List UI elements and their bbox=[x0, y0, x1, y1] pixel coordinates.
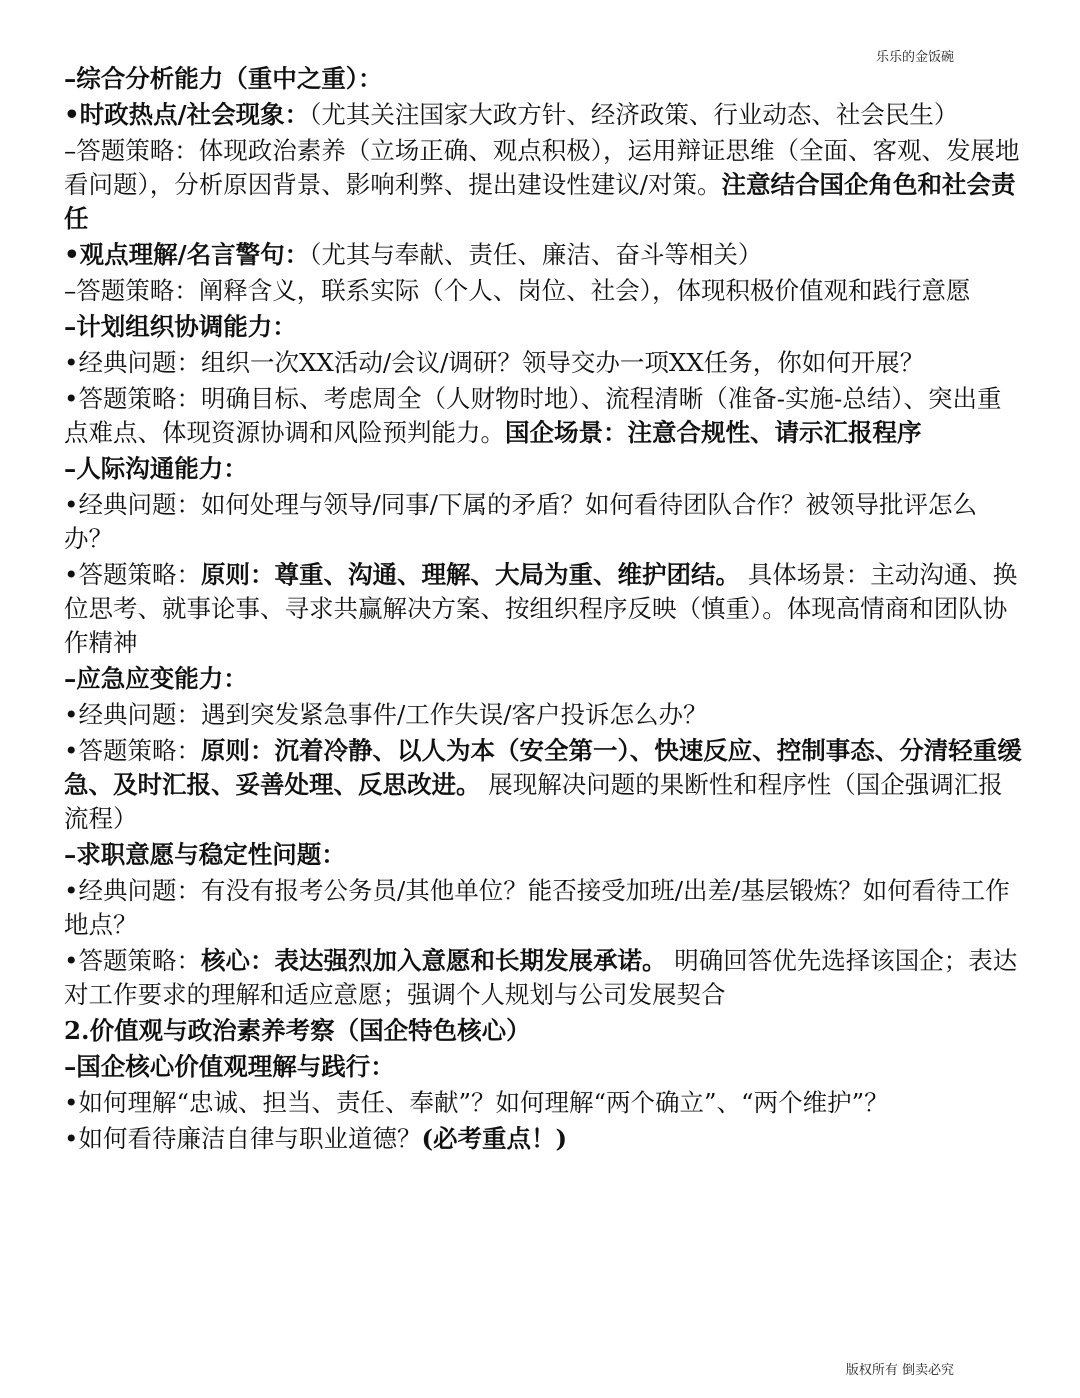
text-span: –国企核心价值观理解与践行： bbox=[64, 1052, 395, 1081]
text-span: –人际沟通能力： bbox=[64, 454, 248, 483]
text-line bbox=[64, 62, 1024, 96]
text-line bbox=[64, 382, 1024, 450]
text-line bbox=[64, 698, 1024, 732]
text-line bbox=[64, 734, 1024, 836]
text-line bbox=[64, 874, 1024, 942]
text-span: 原则：尊重、沟通、理解、大局为重、维护团结。 bbox=[200, 560, 740, 589]
text-span: –求职意愿与稳定性问题： bbox=[64, 840, 346, 869]
text-line bbox=[64, 662, 1024, 696]
text-span: （尤其与奉献、责任、廉洁、奋斗等相关） bbox=[309, 240, 763, 269]
text-span: •时政热点/社会现象： bbox=[64, 100, 310, 129]
text-span: 具体场景：主动沟通、换位思考、就事论事、寻求共赢解决方案、按组织程序反映（慎重）。体现高情商和团队协作精神 bbox=[64, 560, 1018, 657]
text-line bbox=[64, 274, 1024, 308]
text-span: –综合分析能力（重中之重）： bbox=[64, 64, 383, 93]
text-line bbox=[64, 346, 1024, 380]
text-span: 注意结合国企角色和社会责任 bbox=[64, 170, 1016, 233]
text-line bbox=[64, 98, 1024, 132]
header-note: 乐乐的金饭碗 bbox=[875, 50, 954, 65]
text-line bbox=[64, 838, 1024, 872]
text-span: •经典问题：有没有报考公务员/其他单位？能否接受加班/出差/基层锻炼？如何看待工作地点？ bbox=[64, 876, 1010, 939]
text-line bbox=[64, 488, 1024, 556]
text-span: •答题策略： bbox=[64, 736, 201, 765]
text-span: •观点理解/名言警句： bbox=[64, 240, 310, 269]
text-line bbox=[64, 944, 1024, 1012]
text-span: –答题策略：阐释含义，联系实际（个人、岗位、社会），体现积极价值观和践行意愿 bbox=[64, 276, 971, 305]
text-line bbox=[64, 452, 1024, 486]
text-line bbox=[64, 310, 1024, 344]
text-span: –答题策略：体现政治素养（立场正确、观点积极），运用辩证思维（全面、客观、发展地看问题），分析原因背景、影响利弊、提出建设性建议/对策。 bbox=[64, 136, 1020, 199]
text-line bbox=[64, 1086, 1024, 1120]
text-line bbox=[64, 1014, 1024, 1048]
text-span: 明确回答优先选择该国企；表达对工作要求的理解和适应意愿；强调个人规划与公司发展契合 bbox=[64, 946, 1018, 1009]
text-span: •经典问题：组织一次XX活动/会议/调研？领导交办一项XX任务，你如何开展？ bbox=[64, 348, 925, 377]
text-line bbox=[64, 1122, 1024, 1156]
text-span: –应急应变能力： bbox=[64, 664, 248, 693]
text-span: •经典问题：如何处理与领导/同事/下属的矛盾？如何看待团队合作？被领导批评怎么办？ bbox=[64, 490, 977, 553]
document-body bbox=[64, 62, 1024, 1158]
text-span: 国企场景：注意合规性、请示汇报程序 bbox=[505, 418, 922, 447]
text-span: 原则：沉着冷静、以人为本（安全第一）、快速反应、控制事态、分清轻重缓急、及时汇报、妥善处理、反思改进。 bbox=[64, 736, 1022, 799]
footer-note: 版权所有 倒卖必究 bbox=[845, 1363, 954, 1378]
text-span: •经典问题：遇到突发紧急事件/工作失误/客户投诉怎么办？ bbox=[64, 700, 708, 729]
text-span: 展现解决问题的果断性和程序性（国企强调汇报流程） bbox=[64, 770, 1003, 833]
text-span: –计划组织协调能力： bbox=[64, 312, 297, 341]
text-span: (必考重点！) bbox=[421, 1124, 568, 1153]
text-line bbox=[64, 558, 1024, 660]
text-line bbox=[64, 238, 1024, 272]
text-span: 2.价值观与政治素养考察（国企特色核心） bbox=[64, 1016, 531, 1045]
text-span: •答题策略： bbox=[64, 946, 201, 975]
text-span: （尤其关注国家大政方针、经济政策、行业动态、社会民生） bbox=[309, 100, 959, 129]
text-span: 核心：表达强烈加入意愿和长期发展承诺。 bbox=[200, 946, 667, 975]
text-line bbox=[64, 1050, 1024, 1084]
text-span: •答题策略：明确目标、考虑周全（人财物时地）、流程清晰（准备-实施-总结）、突出重点难点、体现资源协调和风险预判能力。 bbox=[64, 384, 1002, 447]
text-span: •如何理解“忠诚、担当、责任、奉献”？如何理解“两个确立”、“两个维护”？ bbox=[64, 1088, 889, 1117]
text-span: •如何看待廉洁自律与职业道德？ bbox=[64, 1124, 422, 1153]
text-span: •答题策略： bbox=[64, 560, 201, 589]
text-line bbox=[64, 134, 1024, 236]
